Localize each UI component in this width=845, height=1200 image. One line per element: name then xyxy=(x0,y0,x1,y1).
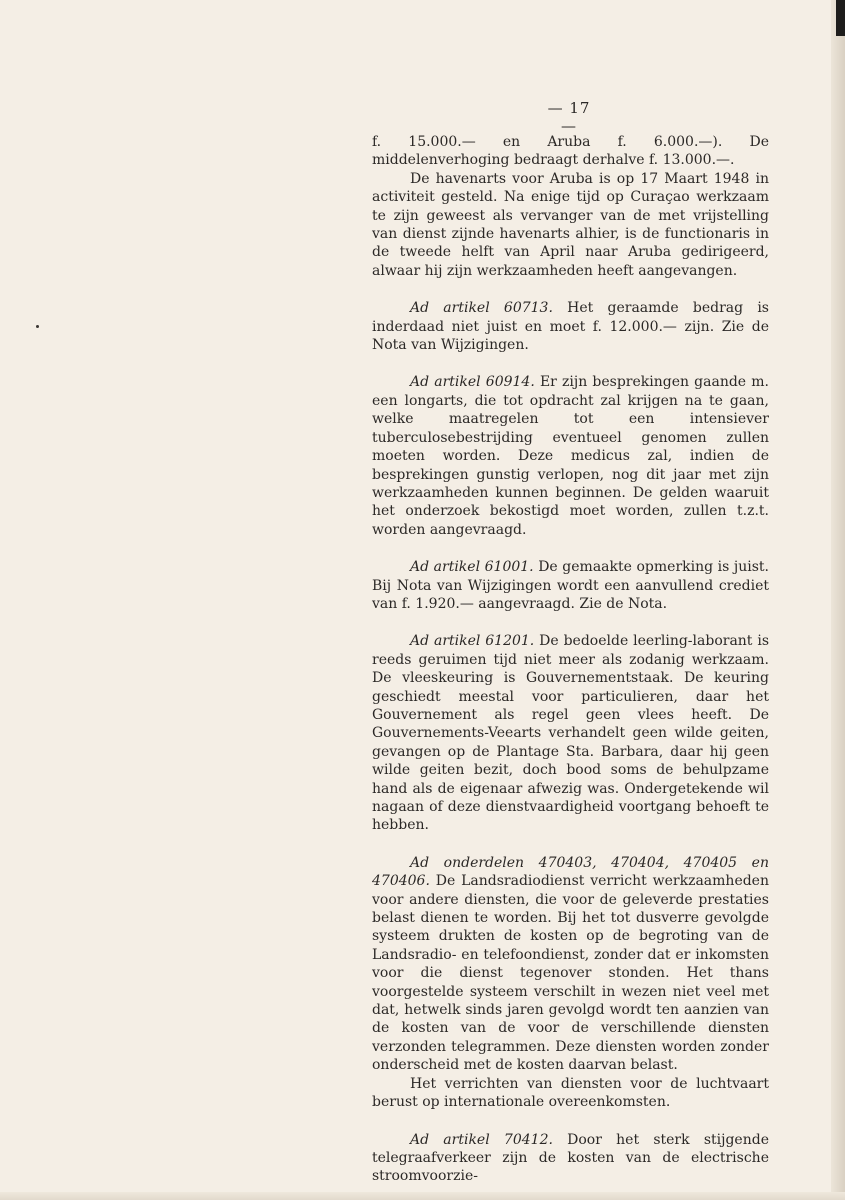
paragraph-text: De gemaakte opmerking is juist. Bij Nota van Wijzigingen wordt een aanvullend crediet van f. 1.920.— aangevraagd. Zie de Nota. xyxy=(372,559,769,612)
paragraph-text: Het verrichten van diensten voor de luchtvaart berust op internationale overeenkomsten. xyxy=(372,1075,769,1111)
paragraph-text: f. 15.000.— en Aruba f. 6.000.—). De middelenverhoging bedraagt derhalve f. 13.000.—. xyxy=(372,134,769,169)
corner-mark xyxy=(836,0,845,36)
paragraph-7 xyxy=(372,854,769,1075)
page-number: — 17 — xyxy=(547,99,591,135)
paragraph-text: Het geraamde bedrag is inderdaad niet juist en moet f. 12.000.— zijn. Zie de Nota van Wijzigingen. xyxy=(372,300,769,354)
page-edge-shadow xyxy=(831,0,845,1200)
paragraph-6 xyxy=(372,632,769,834)
paragraph-text: De Landsradiodienst verricht werkzaamheden voor andere diensten, die voor de geleverde prestaties belast dienen te worden. Bij het tot dusverre gevolgde systeem drukten de kosten op de begroting van de Landsradio- en telefoondienst, zonder dat er inkomsten voor die dienst tegenover stonden. Het thans voorgestelde systeem verschilt in wezen niet veel met dat, hetwelk sinds jaren gevolgd wordt ten aanzien van de kosten van de voor de verschillende diensten verzonden telegrammen. Deze diensten worden zonder onderscheid met de kosten daarvan belast. xyxy=(372,873,769,1074)
page-bottom-edge xyxy=(0,1192,845,1200)
paragraph-2 xyxy=(372,170,769,280)
paragraph-5 xyxy=(372,558,769,613)
paragraph-4 xyxy=(372,373,769,539)
paragraph-9 xyxy=(372,1131,769,1186)
paragraph-lead: Ad artikel 61201. xyxy=(410,633,535,650)
paragraph-text: De havenarts voor Aruba is op 17 Maart 1948 in activiteit gesteld. Na enige tijd op Curaçao werkzaam te zijn geweest als vervanger van de met vrijstelling van dienst zijnde havenarts alhier, is de functionaris in de tweede helft van April naar Aruba gedirigeerd, alwaar hij zijn werkzaamheden heeft aangevangen. xyxy=(372,170,769,279)
margin-mark xyxy=(36,325,39,328)
paragraph-3 xyxy=(372,299,769,354)
paragraph-8 xyxy=(372,1075,769,1112)
paragraph-lead: Ad artikel 60914. xyxy=(410,374,535,391)
body-text xyxy=(372,133,769,1186)
paragraph-lead: Ad artikel 61001. xyxy=(410,559,534,576)
paragraph-text: De bedoelde leerling-laborant is reeds geruimen tijd niet meer als zodanig werkzaam. De vleeskeuring is Gouvernementstaak. De keuring geschiedt meestal voor particulieren, daar het Gouvernement als regel geen vlees heeft. De Gouvernements-Veearts verhandelt geen wilde geiten, gevangen op de Plantage Sta. Barbara, daar hij geen wilde geiten bezit, doch bood soms de behulpzame hand als de eigenaar afwezig was. Ondergetekende wil nagaan of deze dienstvaardigheid voortgang behoeft te hebben. xyxy=(372,633,769,834)
paragraph-lead: Ad onderdelen 470403, 470404, 470405 en 470406. xyxy=(372,854,769,890)
paragraph-1 xyxy=(372,133,769,170)
paragraph-text: Er zijn besprekingen gaande m. een longarts, die tot opdracht zal krijgen na te gaan, welke maatregelen tot een intensiever tuberculosebestrijding eventueel genomen zullen moeten worden. Deze medicus zal, indien de besprekingen gunstig verlopen, nog dit jaar met zijn werkzaamheden kunnen beginnen. De gelden waaruit het onderzoek bekostigd moet worden, zullen t.z.t. worden aangevraagd. xyxy=(372,374,769,538)
paragraph-text: Door het sterk stijgende telegraafverkeer zijn de kosten van de electrische stroomvoorzie- xyxy=(372,1131,769,1185)
paragraph-lead: Ad artikel 60713. xyxy=(410,300,553,317)
paragraph-lead: Ad artikel 70412. xyxy=(410,1131,553,1148)
